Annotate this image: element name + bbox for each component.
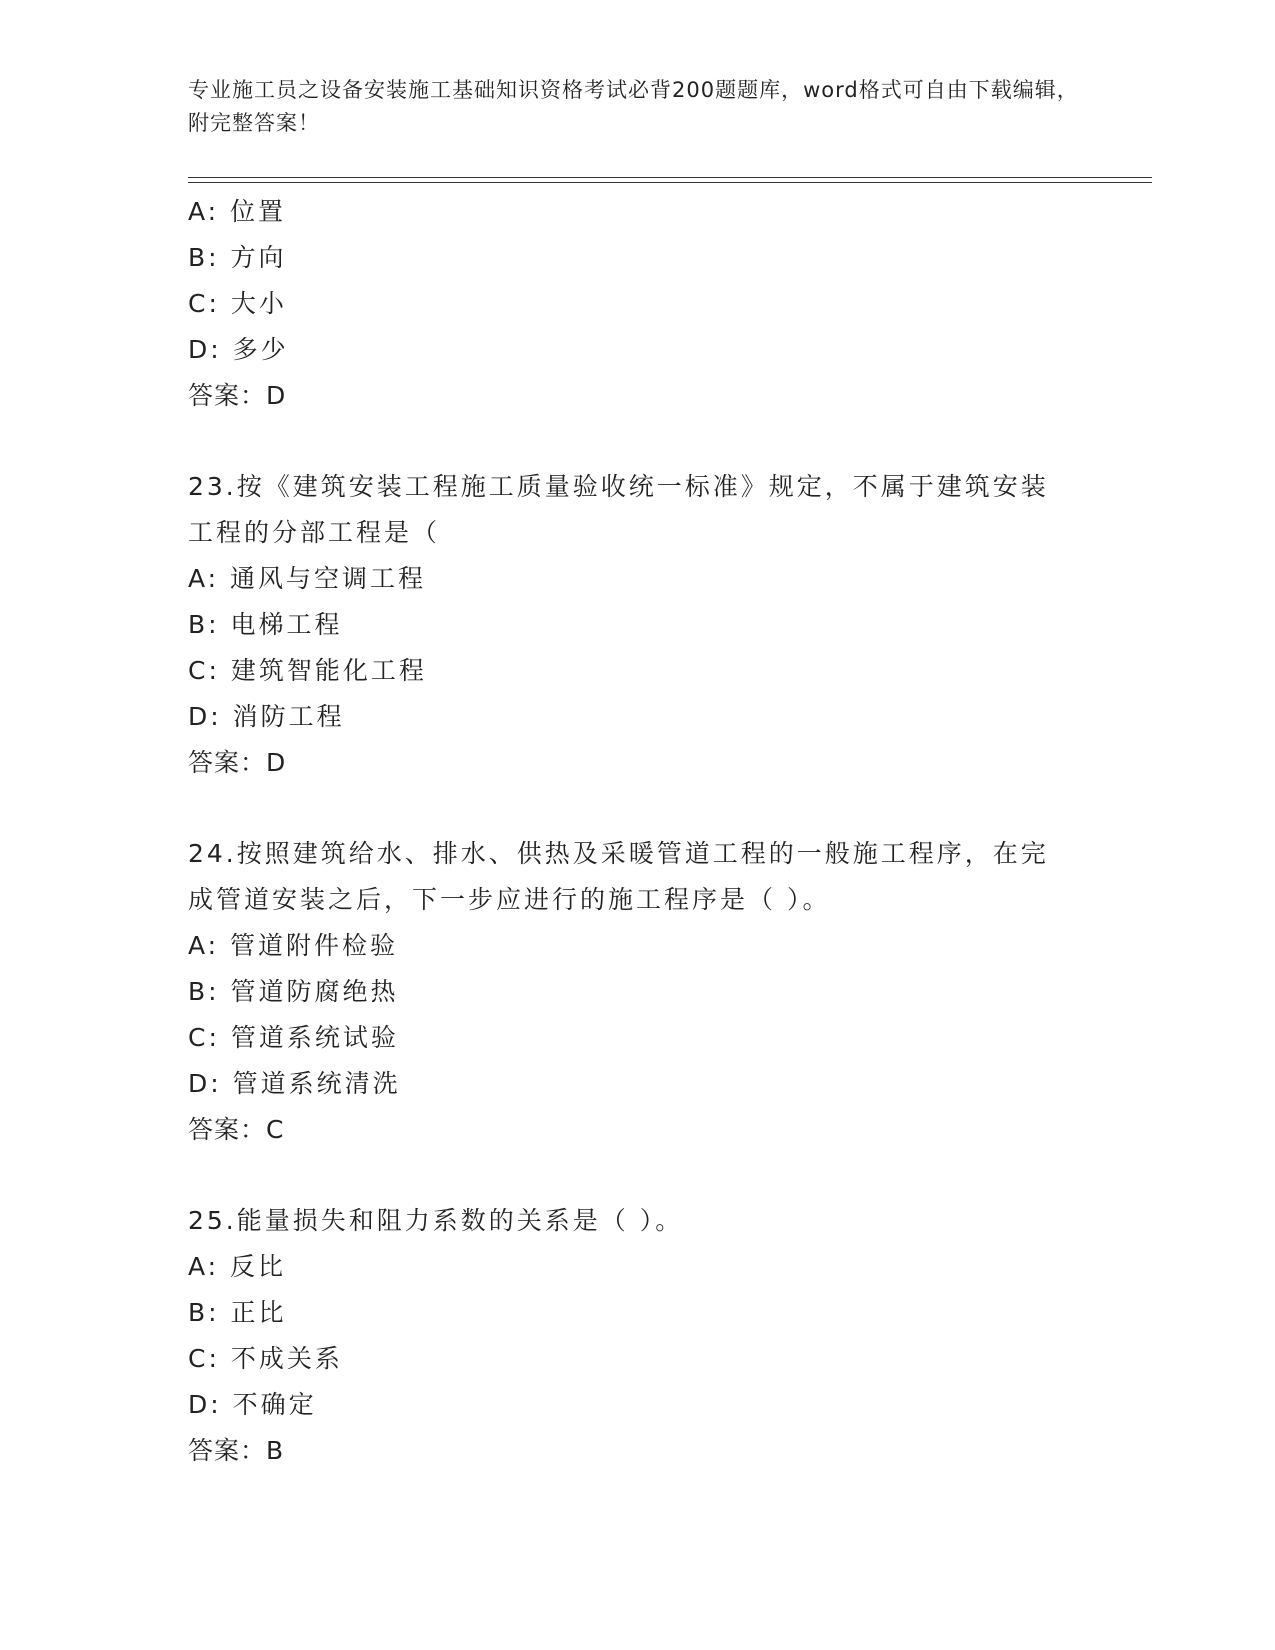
question-list (188, 189, 1088, 1474)
option-c: C: 不成关系 (188, 1344, 343, 1373)
question-stem-line: 工程的分部工程是（ (188, 518, 441, 547)
question-stem-line: 25.能量损失和阻力系数的关系是（ ）。 (188, 1206, 684, 1235)
option-d: D: 消防工程 (188, 702, 345, 731)
option-c: C: 建筑智能化工程 (188, 656, 427, 685)
option-d: D: 管道系统清洗 (188, 1069, 401, 1098)
header-rule-top (188, 177, 1152, 178)
answer: 答案：B (188, 1436, 285, 1465)
option-b: B: 方向 (188, 243, 287, 272)
question-23 (188, 464, 1088, 786)
option-d: D: 多少 (188, 335, 289, 364)
answer: 答案：D (188, 381, 287, 410)
question-stem-line: 23.按《建筑安装工程施工质量验收统一标准》规定，不属于建筑安装 (188, 472, 1049, 501)
spacer (188, 419, 1088, 464)
header-rule-bottom (188, 182, 1152, 183)
option-a: A: 通风与空调工程 (188, 564, 427, 593)
option-c: C: 管道系统试验 (188, 1023, 399, 1052)
option-b: B: 电梯工程 (188, 610, 343, 639)
option-a: A: 反比 (188, 1252, 287, 1281)
spacer (188, 1153, 1088, 1198)
header-title: 专业施工员之设备安装施工基础知识资格考试必背200题题库，word格式可自由下载编辑，附完整答案！ (188, 78, 1079, 135)
question-stem-line: 成管道安装之后，下一步应进行的施工程序是（ ）。 (188, 885, 831, 914)
option-a: A: 管道附件检验 (188, 931, 399, 960)
option-b: B: 正比 (188, 1298, 287, 1327)
option-c: C: 大小 (188, 289, 287, 318)
option-a: A: 位置 (188, 197, 287, 226)
question-25 (188, 1198, 1088, 1474)
spacer (188, 786, 1088, 831)
option-d: D: 不确定 (188, 1390, 317, 1419)
question-24 (188, 831, 1088, 1153)
question-stem-line: 24.按照建筑给水、排水、供热及采暖管道工程的一般施工程序，在完 (188, 839, 1049, 868)
answer: 答案：C (188, 1115, 285, 1144)
question-22-continued (188, 189, 1088, 419)
option-b: B: 管道防腐绝热 (188, 977, 399, 1006)
document-header (188, 74, 1088, 140)
answer: 答案：D (188, 748, 287, 777)
